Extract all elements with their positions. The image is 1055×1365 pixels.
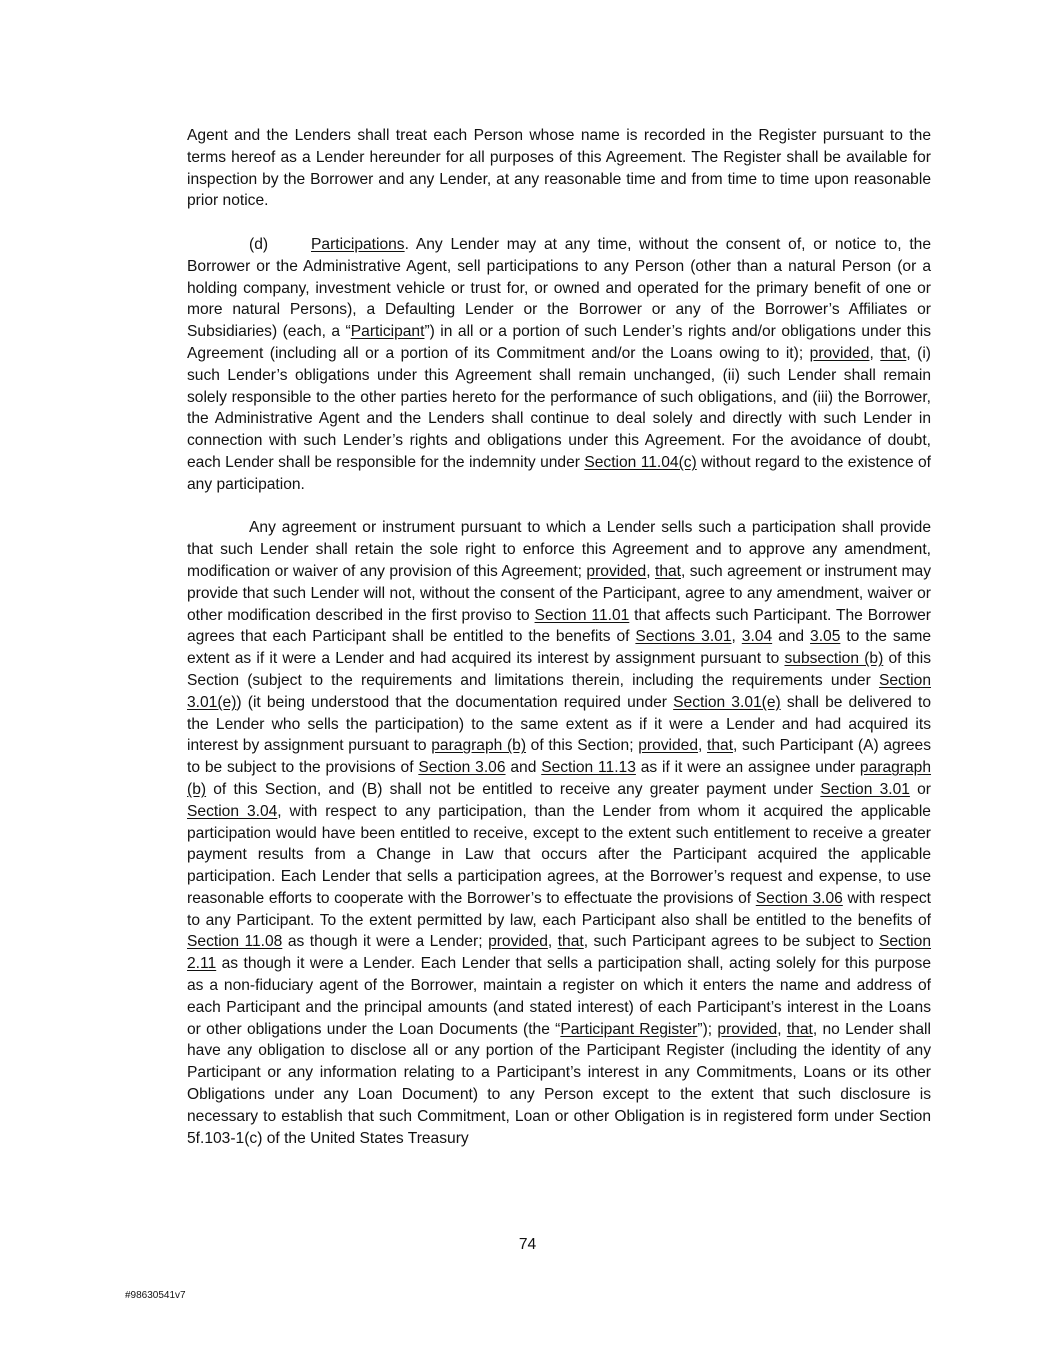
text-run: of this Section, and (B) shall not be entitled to receive any greater payment under [206,780,821,798]
section-reference: paragraph (b) [187,759,932,798]
text-run: and [772,628,811,646]
text-run: or [909,780,931,798]
paragraph-register-continuation [187,125,931,212]
section-reference: Section 3.06 [418,759,506,777]
text-run: ”); [697,1020,718,1038]
text-run: Agent and the Lenders shall treat each Person whose name is recorded in the Register pursuant to the terms hereof as a Lender hereunder for all purposes of this Agreement. The Register shall be available for inspection by the Borrower and any Lender, at any reasonable time and from time to time upon reasonable prior notice. [187,127,931,210]
defined-term: Participant Register [560,1020,698,1038]
text-run: without regard to the existence of any participation. [187,453,932,493]
section-reference: paragraph (b) [431,737,527,755]
section-reference: Section 11.08 [187,933,283,951]
text-run: , with respect to any participation, than the Lender from whom it acquired the applicable participation would have been entitled to receive, except to the extent such entitlement to receive a greater payment results from a Change in Law that occurs after the Participant acquired the applicable participation. Each Lender that sells a participation agrees, at the Borrower’s request and expense, to use reasonable efforts to cooperate with the Borrower’s to effectuate the provisions of [187,802,931,907]
paragraph-participation-agreement [187,517,931,1149]
section-reference: Section 3.06 [755,889,843,907]
text-run: , such Participant (A) agrees to be subject to the provisions of [187,737,931,777]
text-run: . Any Lender may at any time, without the consent of, or notice to, the Borrower or the Administrative Agent, sell participations to any Person (other than a natural Person (or a holding company, investment vehicle or trust for, or owned and operated for the primary benefit of one or more natural Persons), a Defaulting Lender or the Borrower or any of the Borrower’s Affiliates or Subsidiaries) (each, a “ [187,235,931,341]
text-run: shall be delivered to the Lender who sells the participation) to the same extent as if it were a Lender and had acquired its interest by assignment pursuant to [187,693,931,755]
text-run: with respect to any Participant. To the extent permitted by law, each Participant also shall be entitled to the benefits of [187,889,931,929]
section-heading: Participations [311,235,405,253]
text-run: to the same extent as if it were a Lender and had acquired its interest by assignment pursuant to [187,628,931,668]
text-run: of this Section; [526,737,639,755]
text-run: , (i) such Lender’s obligations under this Agreement shall remain unchanged, (ii) such Lender shall remain solely responsible to the other parties hereto for the performance of such obligations, and (iii) the Borrower, the Administrative Agent and the Lenders shall continue to deal solely and directly with such Lender in connection with such Lender’s rights and obligations under this Agreement. For the avoidance of doubt, each Lender shall be responsible for the indemnity under [187,344,931,471]
text-run: , no Lender shall have any obligation to disclose all or any portion of the Participant Register (including the identity of any Participant or any information relating to a Participant’s interest in any Commitments, Loans or its other Obligations under any Loan Document) to any Person except to the extent that such disclosure is necessary to establish that such Commitment, Loan or other Obligation is in registered form under Section 5f.103-1(c) of the United States Treasury [187,1020,931,1147]
text-run: , such Participant agrees to be subject to [583,933,879,951]
proviso-term: provided [638,737,699,755]
section-reference: Section 3.01 [820,780,910,798]
page-body [187,125,931,1149]
text-run: ) (it being understood that the documentation required under [236,693,674,711]
text-run: , [869,344,881,362]
section-reference: Section 3.01(e) [673,693,781,711]
proviso-term: that [880,344,907,362]
text-run: , [777,1020,787,1038]
defined-term: Participant [350,323,425,341]
section-reference: subsection (b) [784,650,884,668]
text-run: of this Section (subject to the requirements and limitations therein, including the requirements under [187,650,931,689]
page-number: 74 [518,1236,537,1253]
proviso-term: that [786,1020,813,1038]
section-reference: Section 11.13 [541,759,636,777]
section-number: (d) [249,235,269,253]
text-run: , such agreement or instrument may provide that such Lender will not, without the consent of the Participant, agree to any amendment, waiver or other modification described in the first proviso to [187,562,931,624]
section-reference: 3.04 [741,628,773,646]
text-run: ”) in all or a portion of such Lender’s rights and/or obligations under this Agreement (including all or a portion of its Commitment and/or the Loans owing to it); [187,323,931,362]
proviso-term: provided [809,344,870,362]
section-reference: Section 11.01 [534,606,630,624]
text-run: as though it were a Lender; [282,933,489,951]
section-reference: Section 3.01(e) [187,671,931,711]
proviso-term: that [557,933,584,951]
text-run: , [547,933,558,951]
text-run: and [505,759,542,777]
proviso-term: provided [488,933,548,951]
proviso-term: provided [586,562,647,580]
text-run: Any agreement or instrument pursuant to which a Lender sells such a participation shall provide that such Lender shall retain the sole right to enforce this Agreement and to approve any amendment, modification or waiver of any provision of this Agreement; [187,519,931,580]
section-reference: 3.05 [810,628,841,646]
text-run: as though it were a Lender. Each Lender that sells a participation shall, acting solely for this purpose as a non-fiduciary agent of the Borrower, maintain a register on which it enters the name and address of each Participant and the principal amounts (and stated interest) of each Participant’s interest in the Loans or other obligations under the Loan Documents (the “ [187,955,931,1038]
text-run: as if it were an assignee under [635,759,860,777]
document-id: #98630541v7 [125,1290,186,1301]
text-run: that affects such Participant. The Borrower agrees that each Participant shall be entitled to the benefits of [187,606,931,646]
paragraph-participations [187,234,931,496]
proviso-term: that [707,737,734,755]
proviso-term: provided [717,1020,778,1038]
proviso-term: that [654,562,681,580]
text-run: , [646,562,655,580]
section-reference: Section 2.11 [187,933,931,973]
text-run: , [731,628,742,646]
section-reference: Section 11.04(c) [584,453,697,471]
section-reference: Section 3.04 [187,802,278,820]
text-run: , [698,737,708,755]
section-reference: Sections 3.01 [635,628,732,646]
